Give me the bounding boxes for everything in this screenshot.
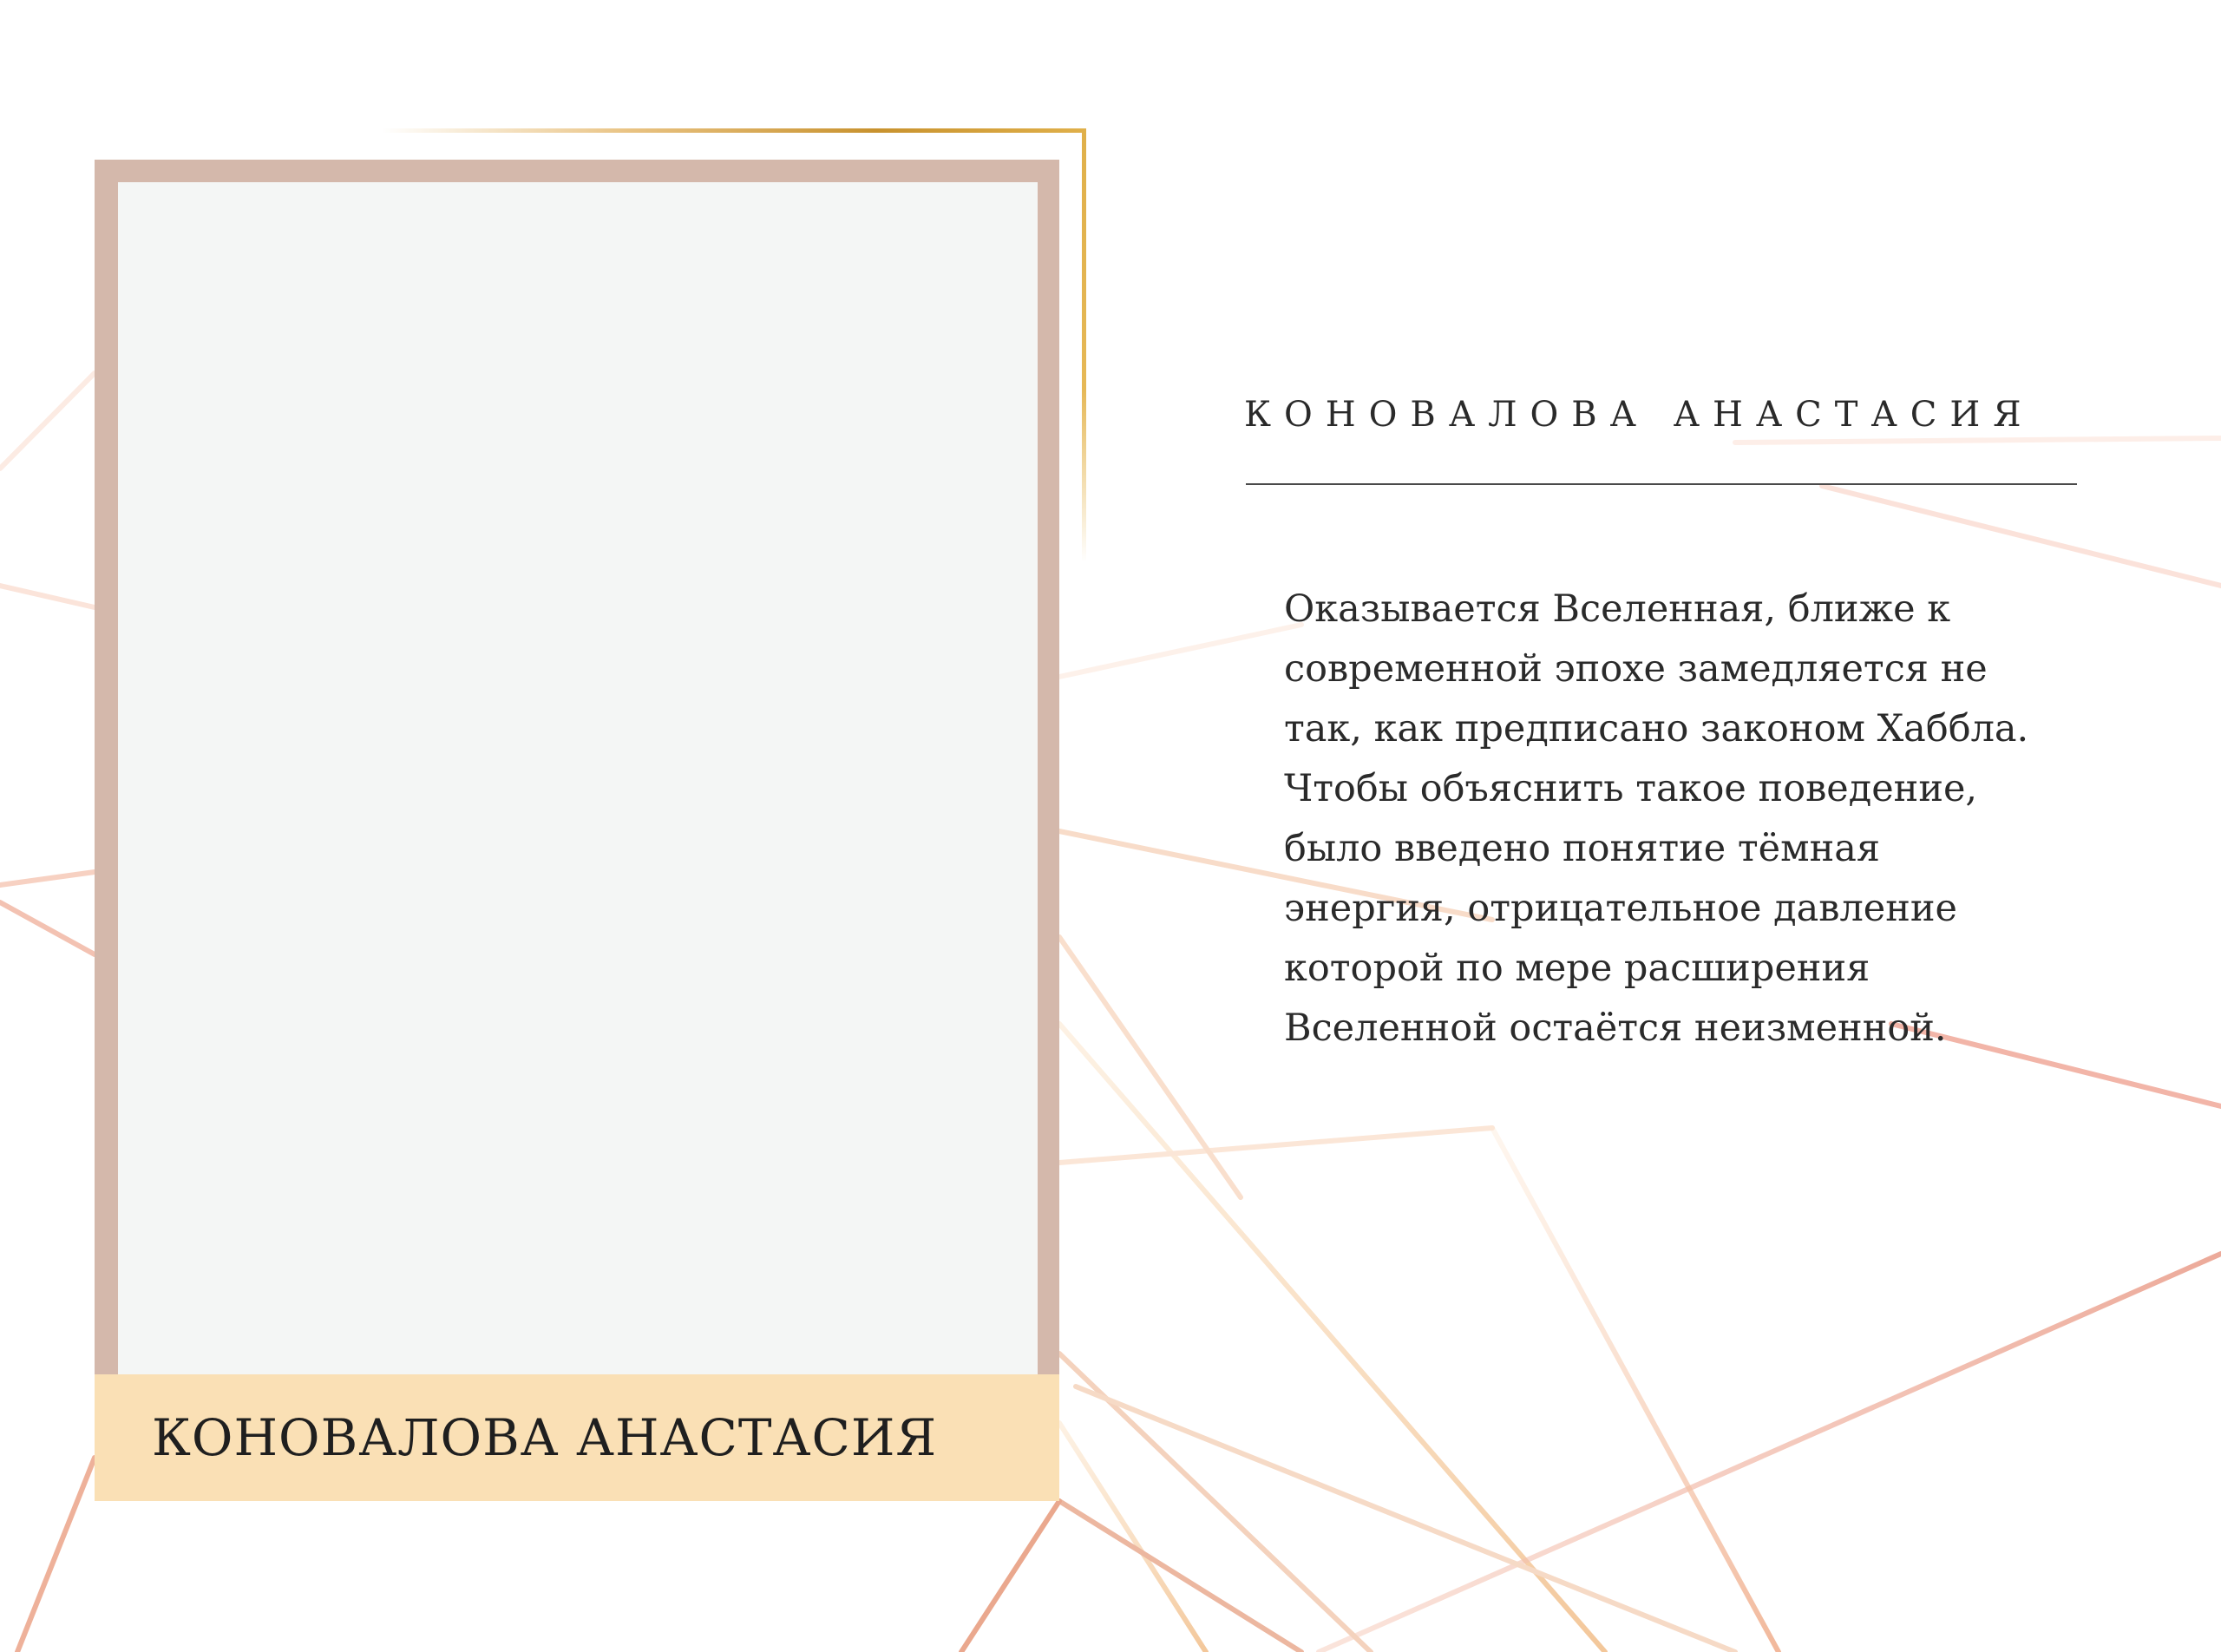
bg-line bbox=[1059, 1501, 1301, 1652]
description-line: было введено понятие тёмная bbox=[1284, 827, 1880, 870]
bg-line bbox=[1059, 1024, 1605, 1652]
bg-line bbox=[961, 1501, 1059, 1652]
bg-line bbox=[0, 586, 95, 607]
bg-line bbox=[17, 1458, 95, 1652]
description-line: энергия, отрицательное давление bbox=[1284, 887, 1957, 930]
description-line: Оказывается Вселенная, ближе к bbox=[1284, 587, 1951, 631]
profile-description bbox=[1284, 580, 2065, 1059]
heading-underline bbox=[1246, 483, 2077, 485]
bg-line bbox=[1059, 625, 1301, 677]
description-line: Чтобы объяснить такое поведение, bbox=[1284, 767, 1978, 810]
gold-accent-line-right bbox=[1082, 128, 1086, 562]
description-line: Вселенной остаётся неизменной. bbox=[1284, 1006, 1947, 1050]
name-caption-bar bbox=[95, 1374, 1059, 1501]
bg-line bbox=[0, 872, 95, 885]
bg-line bbox=[1059, 1423, 1206, 1652]
bg-line bbox=[1319, 1254, 2221, 1652]
photo-placeholder[interactable] bbox=[118, 182, 1038, 1380]
description-line: которой по мере расширения bbox=[1284, 947, 1870, 990]
description-line: так, как предписано законом Хаббла. bbox=[1284, 707, 2029, 751]
gold-accent-line-top bbox=[382, 128, 1086, 133]
bg-line bbox=[0, 373, 95, 469]
profile-heading: КОНОВАЛОВА АНАСТАСИЯ bbox=[1244, 395, 2034, 435]
description-line: современной эпохе замедляется не bbox=[1284, 647, 1988, 691]
name-caption: КОНОВАЛОВА АНАСТАСИЯ bbox=[152, 1408, 938, 1467]
bg-line bbox=[1059, 1128, 1492, 1163]
bg-line bbox=[1735, 438, 2221, 442]
bg-line bbox=[0, 902, 95, 954]
bg-line bbox=[1822, 486, 2221, 586]
